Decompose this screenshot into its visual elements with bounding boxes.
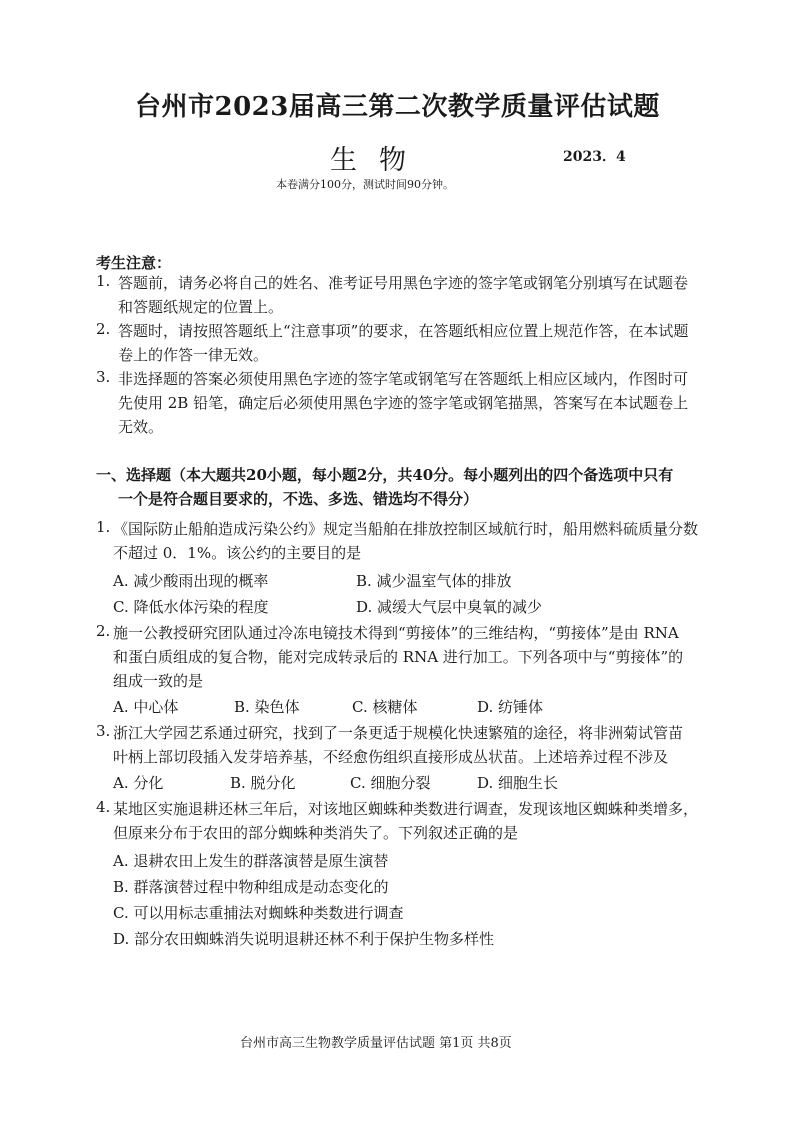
q2-num: 2. xyxy=(96,622,111,640)
q3-stem-line2: 叶柄上部切段插入发芽培养基，不经愈伤组织直接形成丛状苗。上述培养过程不涉及 xyxy=(113,748,669,766)
q3-option-d: D. 细胞生长 xyxy=(477,774,559,792)
q1-stem-line1: 《国际防止船舶造成污染公约》规定当船舶在排放控制区域航行时，船用燃料硫质量分数 xyxy=(113,520,699,538)
q3-option-c: C. 细胞分裂 xyxy=(350,774,431,792)
section-heading-line2: 一个是符合题目要求的，不选、多选、错选均不得分） xyxy=(118,490,479,508)
exam-info: 本卷满分100分，测试时间90分钟。 xyxy=(276,178,454,191)
notice-2-line2: 卷上的作答一律无效。 xyxy=(118,346,269,364)
q2-option-c: C. 核糖体 xyxy=(352,698,418,716)
q1-option-c: C. 降低水体污染的程度 xyxy=(113,598,269,616)
q4-stem-line2: 但原来分布于农田的部分蜘蛛种类消失了。下列叙述正确的是 xyxy=(113,824,519,842)
q1-option-b: B. 减少温室气体的排放 xyxy=(356,572,512,590)
q3-option-a: A. 分化 xyxy=(113,774,164,792)
q2-option-a: A. 中心体 xyxy=(113,698,179,716)
q2-stem-line1: 施一公教授研究团队通过冷冻电镜技术得到“剪接体”的三维结构，“剪接体”是由 RNA xyxy=(113,624,679,642)
q1-option-d: D. 减缓大气层中臭氧的减少 xyxy=(356,598,543,616)
section-heading-line1: 一、选择题（本大题共20小题，每小题2分，共40分。每小题列出的四个备选项中只有 xyxy=(96,466,674,484)
notice-3-num: 3. xyxy=(96,368,111,386)
notice-2-line1: 答题时，请按照答题纸上“注意事项”的要求，在答题纸相应位置上规范作答，在本试题 xyxy=(118,322,689,340)
q2-stem-line3: 组成一致的是 xyxy=(113,672,204,690)
q4-option-d: D. 部分农田蜘蛛消失说明退耕还林不利于保护生物多样性 xyxy=(113,930,495,948)
notice-3-line1: 非选择题的答案必须使用黑色字迹的签字笔或钢笔写在答题纸上相应区域内，作图时可 xyxy=(118,370,689,388)
subject-title: 生物 xyxy=(330,145,428,176)
q4-option-a: A. 退耕农田上发生的群落演替是原生演替 xyxy=(113,852,389,870)
notice-1-line1: 答题前，请务必将自己的姓名、准考证号用黑色字迹的签字笔或钢笔分别填写在试题卷 xyxy=(118,274,689,292)
q2-option-d: D. 纺锤体 xyxy=(477,698,544,716)
q4-option-c: C. 可以用标志重捕法对蜘蛛种类数进行调查 xyxy=(113,904,404,922)
notice-1-line2: 和答题纸规定的位置上。 xyxy=(118,298,284,316)
notice-3-line3: 无效。 xyxy=(118,418,164,436)
q1-num: 1. xyxy=(96,518,111,536)
notice-2-num: 2. xyxy=(96,320,111,338)
q3-stem-line1: 浙江大学园艺系通过研究，找到了一条更适于规模化快速繁殖的途径，将非洲菊试管苗 xyxy=(113,724,684,742)
q4-stem-line1: 某地区实施退耕还林三年后，对该地区蜘蛛种类数进行调查，发现该地区蜘蛛种类增多， xyxy=(113,800,699,818)
notice-1-num: 1. xyxy=(96,272,111,290)
notice-title: 考生注意： xyxy=(96,254,172,272)
q2-option-b: B. 染色体 xyxy=(234,698,300,716)
notice-3-line2: 先使用 2B 铅笔，确定后必须使用黑色字迹的签字笔或钢笔描黑，答案写在本试题卷上 xyxy=(118,394,689,412)
q4-option-b: B. 群落演替过程中物种组成是动态变化的 xyxy=(113,878,389,896)
q3-option-b: B. 脱分化 xyxy=(230,774,296,792)
q3-num: 3. xyxy=(96,722,111,740)
exam-title: 台州市2023届高三第二次教学质量评估试题 xyxy=(135,92,660,122)
exam-date: 2023．4 xyxy=(563,149,626,165)
q1-stem-line2: 不超过 0．1%。该公约的主要目的是 xyxy=(113,544,362,562)
q4-num: 4. xyxy=(96,798,111,816)
page-footer: 台州市高三生物教学质量评估试题 第1页 共8页 xyxy=(240,1036,512,1051)
q1-option-a: A. 减少酸雨出现的概率 xyxy=(113,572,269,590)
q2-stem-line2: 和蛋白质组成的复合物，能对完成转录后的 RNA 进行加工。下列各项中与“剪接体”的 xyxy=(113,648,684,666)
